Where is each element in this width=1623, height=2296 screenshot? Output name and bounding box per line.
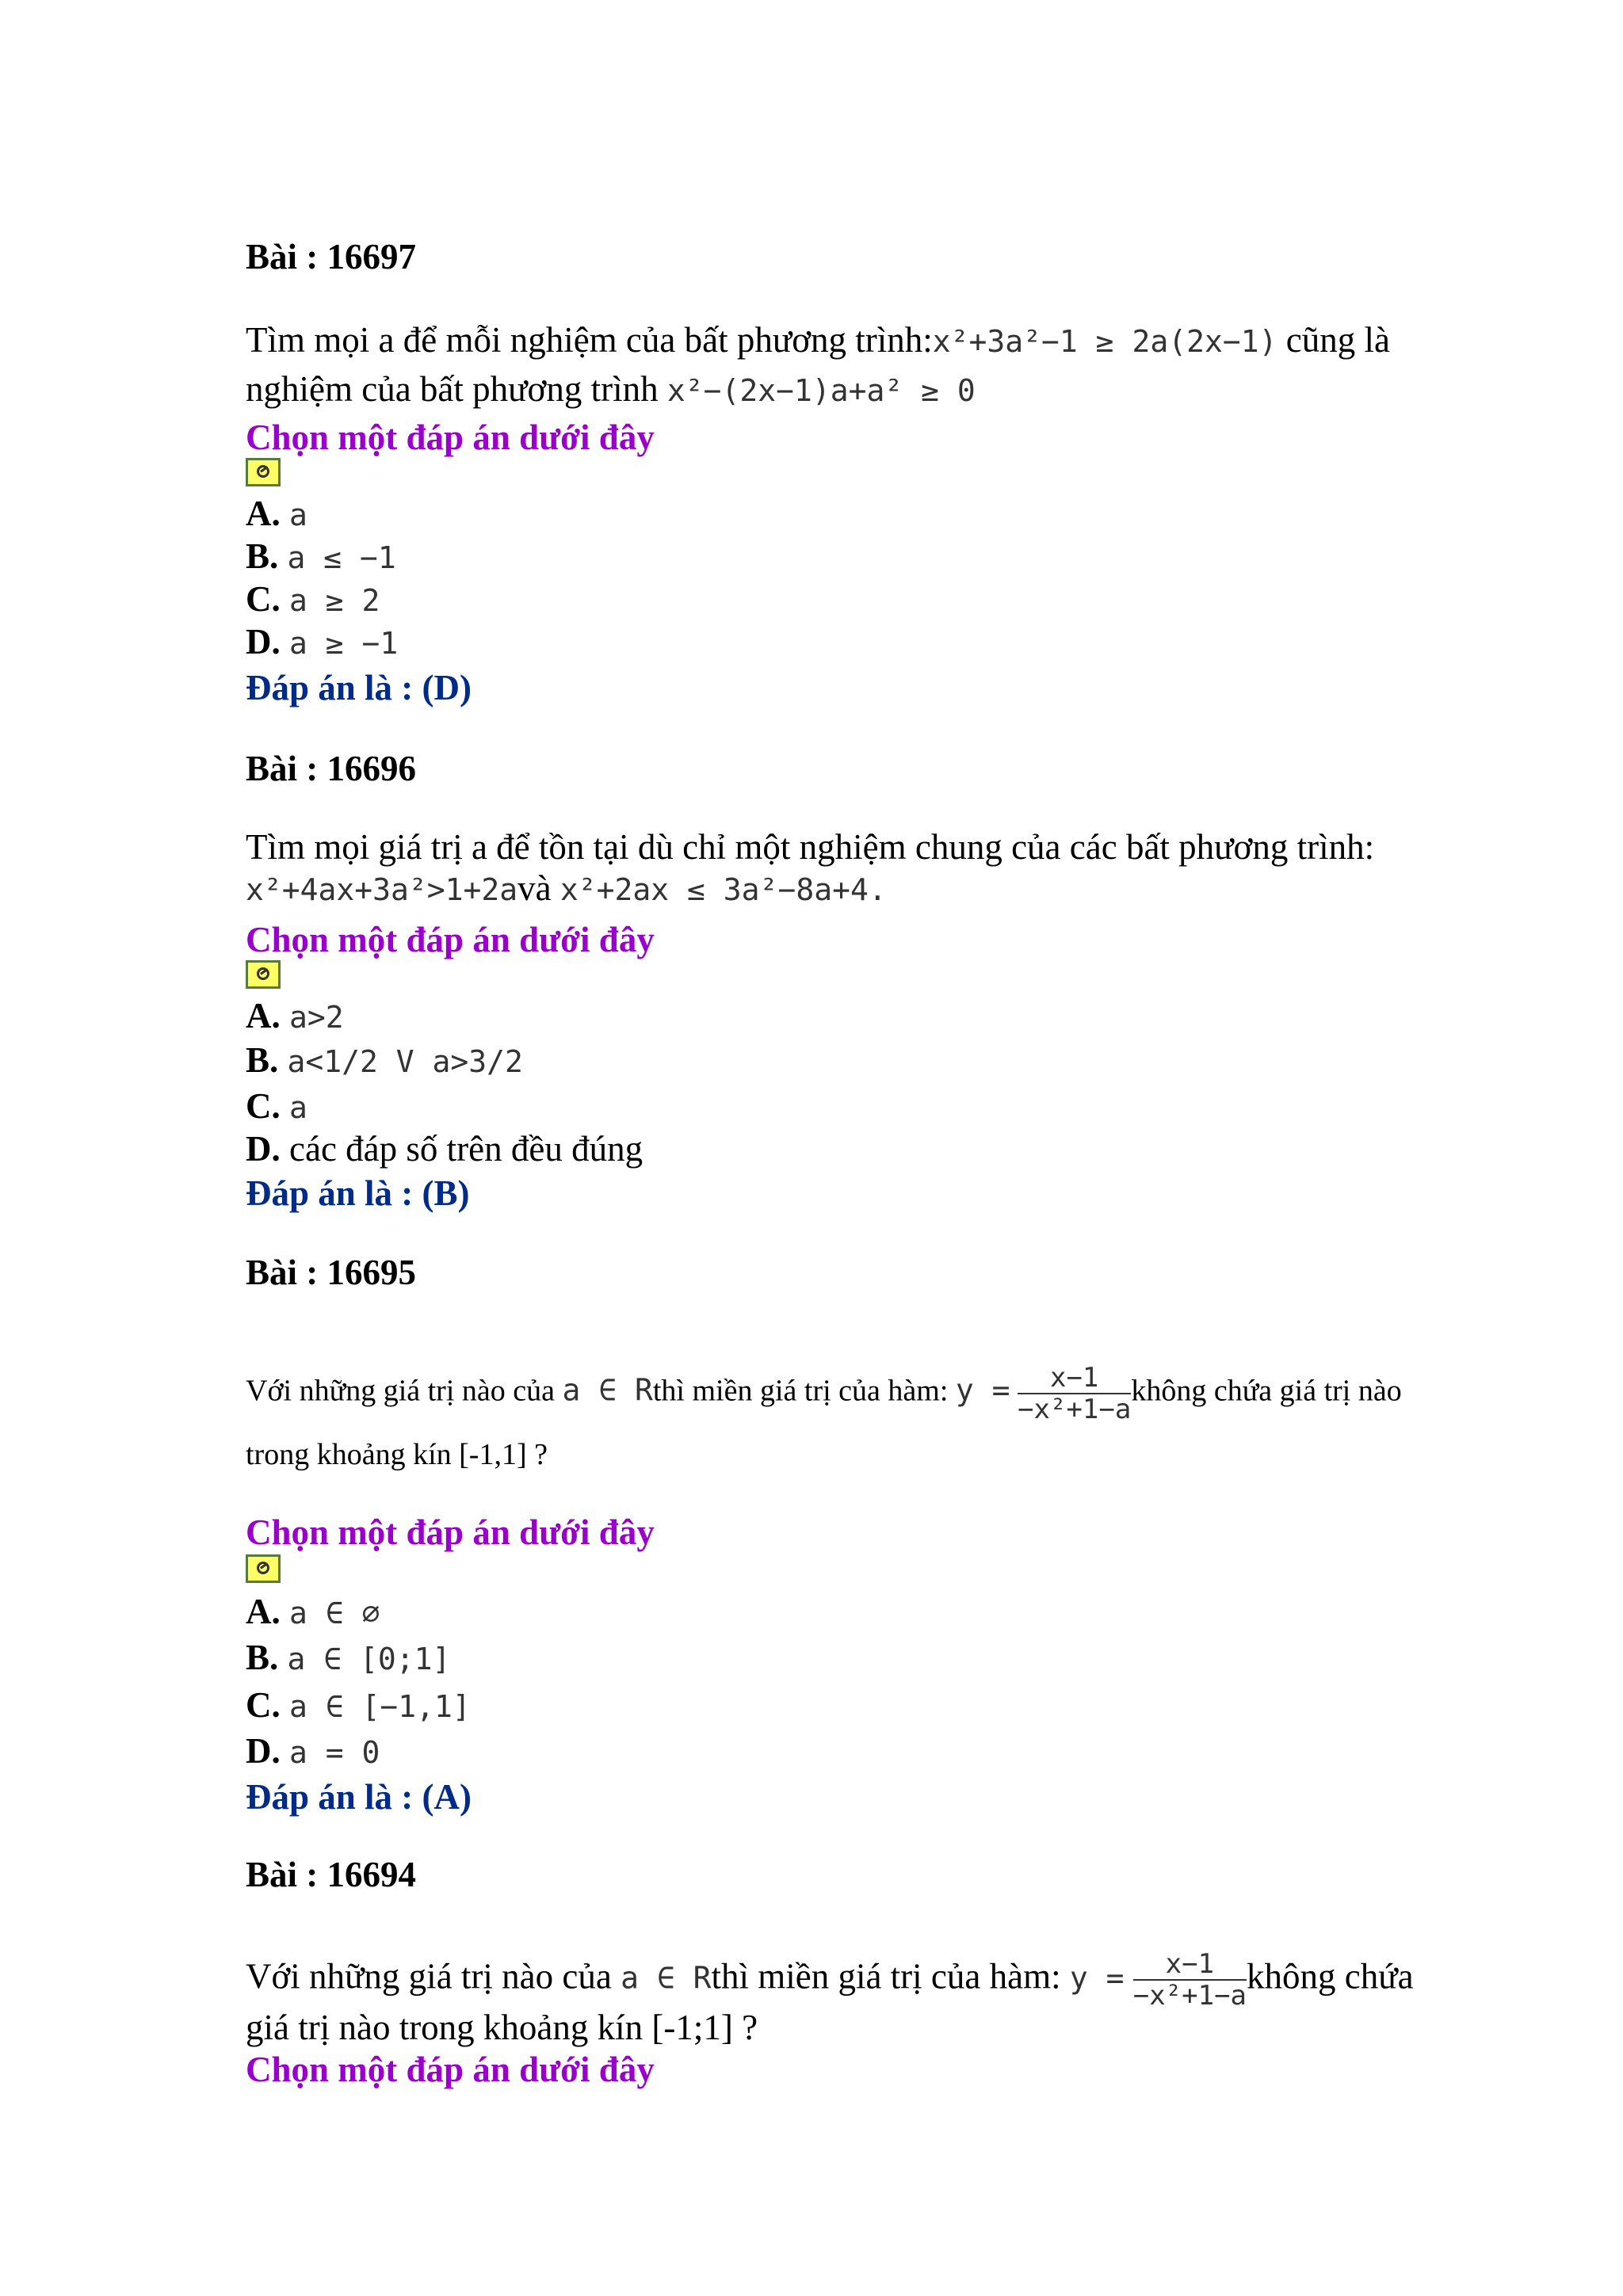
math-expression: a ∈ R [562, 1372, 653, 1408]
hint-icon[interactable] [246, 1554, 281, 1583]
choice-prompt: Chọn một đáp án dưới đây [246, 418, 655, 457]
choice-value: a ≤ −1 [287, 540, 396, 575]
choice-a[interactable] [246, 994, 1514, 1039]
choice-value: a ∈ [−1,1] [289, 1689, 471, 1724]
choice-letter: C. [246, 1685, 281, 1725]
fraction [1133, 1949, 1247, 2011]
choice-letter: A. [246, 494, 281, 533]
choice-value: a [289, 498, 307, 532]
question-text: thì miền giá trị của hàm: [652, 1374, 956, 1408]
choice-value: a<1/2 V a>3/2 [287, 1044, 523, 1079]
question-text: Với những giá trị nào của [246, 1374, 563, 1408]
problem-question-line2 [246, 864, 1514, 914]
choice-c[interactable] [246, 577, 1514, 623]
problem-question-line2: giá trị nào trong khoảng kín [-1;1] ? [246, 2008, 758, 2047]
question-text: nghiệm của bất phương trình [246, 369, 667, 409]
choice-prompt: Chọn một đáp án dưới đây [246, 920, 655, 959]
answer-line: Đáp án là : (A) [246, 1777, 472, 1817]
choice-letter: D. [246, 1731, 281, 1771]
choice-d[interactable] [246, 620, 1514, 666]
choice-a[interactable] [246, 491, 1514, 537]
problem-title: Bài : 16696 [246, 749, 417, 788]
choice-letter: D. [246, 622, 281, 662]
choice-b[interactable] [246, 1635, 1514, 1681]
math-expression: x²+2ax ≤ 3a²−8a+4. [559, 872, 887, 907]
choice-prompt: Chọn một đáp án dưới đây [246, 2050, 655, 2089]
choice-letter: A. [246, 996, 281, 1035]
problem-question-line2: trong khoảng kín [-1,1] ? [246, 1438, 548, 1471]
math-expression: y = [1069, 1960, 1125, 1996]
question-text: Với những giá trị nào của [246, 1956, 621, 1997]
choice-letter: C. [246, 579, 281, 619]
problem-title: Bài : 16695 [246, 1253, 417, 1292]
question-text: không chứa giá trị nào [1131, 1374, 1402, 1408]
hint-icon[interactable] [246, 960, 281, 989]
choice-d[interactable] [246, 1729, 1514, 1775]
choice-prompt: Chọn một đáp án dưới đây [246, 1512, 655, 1552]
math-expression: a ∈ R [621, 1960, 712, 1996]
choice-value: a = 0 [289, 1735, 380, 1770]
choice-value: a ≥ 2 [289, 583, 380, 618]
choice-value: a>2 [289, 1000, 344, 1035]
hint-icon-row [246, 960, 1514, 993]
question-text: cũng là [1277, 320, 1390, 360]
fraction-numerator: x−1 [1018, 1363, 1131, 1394]
fraction-denominator: −x²+1−a [1132, 1980, 1247, 2012]
answer-line: Đáp án là : (D) [246, 668, 472, 707]
choice-value: a ∈ ∅ [289, 1596, 380, 1630]
hint-icon-row [246, 458, 1514, 490]
choice-b[interactable] [246, 534, 1514, 580]
choice-d[interactable] [246, 1127, 1514, 1171]
question-text: Tìm mọi a để mỗi nghiệm của bất phương trình: [246, 320, 933, 360]
fraction-numerator: x−1 [1133, 1949, 1247, 1981]
choice-c[interactable] [246, 1084, 1514, 1130]
choice-value: các đáp số trên đều đúng [289, 1129, 643, 1169]
fraction [1018, 1363, 1131, 1425]
hint-icon[interactable] [246, 458, 281, 486]
question-text: không chứa [1247, 1956, 1414, 1997]
choice-a[interactable] [246, 1589, 1514, 1635]
answer-line: Đáp án là : (B) [246, 1173, 470, 1213]
fraction-denominator: −x²+1−a [1018, 1394, 1132, 1425]
choice-value: a ∈ [0;1] [287, 1642, 451, 1676]
choice-letter: D. [246, 1129, 281, 1169]
choice-letter: A. [246, 1592, 281, 1631]
problem-question [246, 315, 1514, 366]
math-expression: x²+4ax+3a²>1+2a [246, 872, 518, 907]
problem-question-line2 [246, 364, 1514, 415]
choice-letter: B. [246, 1040, 279, 1080]
problem-question [246, 1949, 1514, 2011]
problem-title: Bài : 16697 [246, 237, 417, 277]
question-text: thì miền giá trị của hàm: [711, 1956, 1070, 1997]
choice-value: a [289, 1090, 307, 1125]
hint-icon-row [246, 1554, 1514, 1587]
math-expression: x²−(2x−1)a+a² ≥ 0 [666, 373, 976, 408]
problem-question [246, 1363, 1514, 1425]
problem-question: Tìm mọi giá trị a để tồn tại dù chỉ một nghiệm chung của các bất phương trình: [246, 827, 1375, 867]
math-expression: x²+3a²−1 ≥ 2a(2x−1) [932, 324, 1277, 359]
question-text: và [517, 868, 560, 908]
choice-b[interactable] [246, 1038, 1514, 1084]
choice-c[interactable] [246, 1683, 1514, 1729]
math-expression: y = [955, 1372, 1010, 1408]
choice-letter: B. [246, 536, 279, 576]
choice-letter: C. [246, 1086, 281, 1126]
choice-letter: B. [246, 1638, 279, 1677]
problem-title: Bài : 16694 [246, 1855, 417, 1894]
choice-value: a ≥ −1 [289, 626, 399, 661]
